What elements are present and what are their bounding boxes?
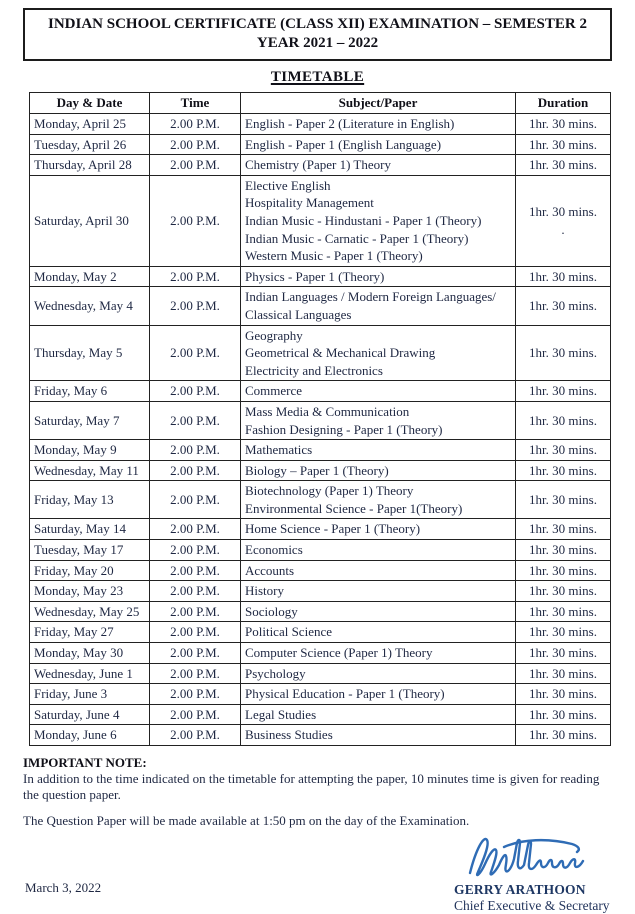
cell-subject	[241, 622, 516, 643]
subject-line: Accounts	[245, 562, 295, 578]
duration-text: 1hr. 30 mins.	[529, 583, 597, 599]
table-row	[30, 440, 611, 461]
timetable-header-row	[30, 93, 611, 114]
duration-text: 1hr. 30 mins.	[529, 116, 597, 131]
cell-subject	[241, 601, 516, 622]
subject-line: Geography	[245, 327, 303, 343]
subject-line: English - Paper 1 (English Language)	[245, 136, 442, 152]
cell-time: 2.00 P.M.	[150, 622, 241, 643]
cell-time: 2.00 P.M.	[150, 704, 241, 725]
important-note-text: In addition to the time indicated on the timetable for attempting the paper, 10 minutes time is given for reading the question paper.	[23, 771, 600, 802]
subject-line: Hospitality Management	[245, 195, 374, 211]
duration-text: 1hr. 30 mins.	[529, 383, 597, 399]
cell-time: 2.00 P.M.	[150, 581, 241, 602]
subject-line: Psychology	[245, 665, 306, 681]
cell-day-date: Saturday, June 4	[30, 704, 150, 725]
subject-line: Classical Languages	[245, 306, 352, 322]
cell-day-date: Monday, May 30	[30, 643, 150, 664]
cell-subject	[241, 704, 516, 725]
duration-text: 1hr. 30 mins.	[529, 645, 597, 661]
cell-time: 2.00 P.M.	[150, 325, 241, 381]
table-row	[30, 325, 611, 381]
cell-duration	[516, 643, 611, 664]
duration-text: 1hr. 30 mins.	[529, 442, 597, 458]
column-header: Duration	[516, 93, 611, 114]
cell-duration	[516, 663, 611, 684]
subject-line: Commerce	[245, 383, 303, 399]
cell-day-date: Friday, June 3	[30, 684, 150, 705]
cell-duration	[516, 134, 611, 155]
cell-time: 2.00 P.M.	[150, 134, 241, 155]
cell-duration	[516, 155, 611, 176]
subject-line: Computer Science (Paper 1) Theory	[245, 645, 433, 661]
subject-line: Mathematics	[245, 442, 313, 458]
cell-subject	[241, 581, 516, 602]
cell-subject	[241, 325, 516, 381]
duration-text: 1hr. 30 mins.	[529, 268, 597, 284]
cell-subject	[241, 725, 516, 746]
cell-day-date: Friday, May 27	[30, 622, 150, 643]
cell-time: 2.00 P.M.	[150, 381, 241, 402]
signatory-name: GERRY ARATHOON	[454, 882, 586, 897]
cell-duration	[516, 287, 611, 325]
table-row	[30, 134, 611, 155]
subject-line: Home Science - Paper 1 (Theory)	[245, 521, 421, 537]
cell-time: 2.00 P.M.	[150, 560, 241, 581]
cell-subject	[241, 287, 516, 325]
duration-text: 1hr. 30 mins.	[529, 521, 597, 537]
cell-subject	[241, 155, 516, 176]
duration-text: 1hr. 30 mins.	[529, 562, 597, 578]
signatory-title: Chief Executive & Secretary	[454, 898, 610, 913]
availability-text: The Question Paper will be made available at 1:50 pm on the day of the Examination.	[23, 813, 470, 828]
issue-date: March 3, 2022	[25, 880, 102, 895]
cell-time: 2.00 P.M.	[150, 540, 241, 561]
duration-text: 1hr. 30 mins.	[529, 412, 597, 428]
table-row	[30, 460, 611, 481]
cell-duration	[516, 725, 611, 746]
section-heading	[23, 69, 612, 86]
cell-duration	[516, 519, 611, 540]
cell-subject	[241, 381, 516, 402]
cell-duration	[516, 622, 611, 643]
cell-subject	[241, 266, 516, 287]
cell-subject	[241, 663, 516, 684]
table-row	[30, 114, 611, 135]
cell-time: 2.00 P.M.	[150, 643, 241, 664]
cell-subject	[241, 540, 516, 561]
cell-time: 2.00 P.M.	[150, 440, 241, 461]
title-line-2: YEAR 2021 – 2022	[256, 35, 379, 51]
cell-duration	[516, 401, 611, 439]
cell-day-date: Wednesday, May 11	[30, 460, 150, 481]
duration-text: 1hr. 30 mins.	[529, 157, 597, 173]
table-row	[30, 175, 611, 266]
cell-duration	[516, 325, 611, 381]
footer	[23, 755, 612, 914]
table-row	[30, 684, 611, 705]
table-row	[30, 401, 611, 439]
table-row	[30, 601, 611, 622]
table-row	[30, 287, 611, 325]
subject-line: English - Paper 2 (Literature in English)	[245, 116, 455, 131]
duration-text: 1hr. 30 mins.	[529, 136, 597, 152]
cell-subject	[241, 440, 516, 461]
title-line-1: INDIAN SCHOOL CERTIFICATE (CLASS XII) EXAMINATION – SEMESTER 2	[47, 16, 587, 32]
timetable-heading-text: TIMETABLE	[270, 69, 365, 85]
subject-line: Political Science	[245, 624, 333, 640]
cell-day-date: Thursday, April 28	[30, 155, 150, 176]
duration-text: 1hr. 30 mins.	[529, 542, 597, 558]
timetable-body	[30, 114, 611, 746]
table-row	[30, 663, 611, 684]
cell-subject	[241, 684, 516, 705]
duration-text: 1hr. 30 mins.	[529, 345, 597, 361]
cell-duration	[516, 381, 611, 402]
cell-duration	[516, 266, 611, 287]
subject-line: Indian Languages / Modern Foreign Languages/	[245, 289, 496, 305]
cell-day-date: Tuesday, May 17	[30, 540, 150, 561]
subject-line: Business Studies	[245, 727, 333, 743]
duration-text: 1hr. 30 mins.	[529, 727, 597, 743]
table-row	[30, 481, 611, 519]
cell-day-date: Friday, May 13	[30, 481, 150, 519]
cell-time: 2.00 P.M.	[150, 287, 241, 325]
cell-duration	[516, 684, 611, 705]
cell-subject	[241, 643, 516, 664]
cell-subject	[241, 175, 516, 266]
cell-day-date: Friday, May 20	[30, 560, 150, 581]
subject-line: Mass Media & Communication	[245, 403, 410, 419]
subject-line: Elective English	[245, 177, 331, 193]
cell-time: 2.00 P.M.	[150, 175, 241, 266]
cell-subject	[241, 401, 516, 439]
table-row	[30, 540, 611, 561]
cell-duration	[516, 581, 611, 602]
table-row	[30, 725, 611, 746]
duration-text: 1hr. 30 mins.	[529, 492, 597, 508]
duration-text: 1hr. 30 mins.	[529, 298, 597, 314]
timetable	[29, 92, 611, 746]
table-row	[30, 381, 611, 402]
cell-subject	[241, 560, 516, 581]
cell-day-date: Wednesday, May 25	[30, 601, 150, 622]
cell-day-date: Wednesday, June 1	[30, 663, 150, 684]
cell-time: 2.00 P.M.	[150, 266, 241, 287]
cell-duration	[516, 114, 611, 135]
cell-day-date: Monday, May 9	[30, 440, 150, 461]
cell-day-date: Thursday, May 5	[30, 325, 150, 381]
cell-duration	[516, 175, 611, 266]
table-row	[30, 519, 611, 540]
signature-block	[454, 831, 610, 914]
subject-line: Environmental Science - Paper 1(Theory)	[245, 500, 463, 516]
document-title-box	[23, 8, 612, 61]
duration-text: 1hr. 30 mins.	[529, 204, 597, 220]
subject-line: Chemistry (Paper 1) Theory	[245, 157, 391, 173]
cell-time: 2.00 P.M.	[150, 155, 241, 176]
subject-line: Biotechnology (Paper 1) Theory	[245, 483, 414, 499]
subject-line: Economics	[245, 542, 303, 558]
duration-text: 1hr. 30 mins.	[529, 665, 597, 681]
duration-text: 1hr. 30 mins.	[529, 462, 597, 478]
subject-line: Legal Studies	[245, 706, 317, 722]
table-row	[30, 643, 611, 664]
cell-duration	[516, 440, 611, 461]
table-row	[30, 155, 611, 176]
cell-day-date: Saturday, April 30	[30, 175, 150, 266]
cell-time: 2.00 P.M.	[150, 481, 241, 519]
cell-day-date: Monday, June 6	[30, 725, 150, 746]
cell-day-date: Wednesday, May 4	[30, 287, 150, 325]
subject-line: Sociology	[245, 603, 298, 619]
duration-text: 1hr. 30 mins.	[529, 686, 597, 702]
duration-text: 1hr. 30 mins.	[529, 706, 597, 722]
table-row	[30, 266, 611, 287]
subject-line: Indian Music - Hindustani - Paper 1 (Theory)	[245, 212, 482, 228]
cell-subject	[241, 481, 516, 519]
cell-time: 2.00 P.M.	[150, 684, 241, 705]
column-header: Subject/Paper	[241, 93, 516, 114]
subject-line: Fashion Designing - Paper 1 (Theory)	[245, 421, 443, 437]
cell-time: 2.00 P.M.	[150, 460, 241, 481]
cell-day-date: Friday, May 6	[30, 381, 150, 402]
subject-line: Indian Music - Carnatic - Paper 1 (Theory)	[245, 230, 469, 246]
cell-time: 2.00 P.M.	[150, 725, 241, 746]
cell-duration	[516, 601, 611, 622]
cell-duration	[516, 460, 611, 481]
cell-duration	[516, 540, 611, 561]
subject-line: Biology – Paper 1 (Theory)	[245, 462, 389, 478]
cell-time: 2.00 P.M.	[150, 114, 241, 135]
cell-duration	[516, 481, 611, 519]
cell-day-date: Monday, May 2	[30, 266, 150, 287]
subject-line: Geometrical & Mechanical Drawing	[245, 345, 436, 361]
subject-line: History	[245, 583, 284, 599]
table-row	[30, 704, 611, 725]
cell-time: 2.00 P.M.	[150, 663, 241, 684]
table-row	[30, 622, 611, 643]
cell-subject	[241, 134, 516, 155]
cell-day-date: Saturday, May 14	[30, 519, 150, 540]
cell-subject	[241, 519, 516, 540]
cell-subject	[241, 460, 516, 481]
subject-line: Physics - Paper 1 (Theory)	[245, 268, 385, 284]
table-row	[30, 560, 611, 581]
cell-day-date: Monday, April 25	[30, 114, 150, 135]
column-header: Day & Date	[30, 93, 150, 114]
cell-duration	[516, 560, 611, 581]
duration-note: .	[561, 221, 565, 237]
duration-text: 1hr. 30 mins.	[529, 624, 597, 640]
cell-subject	[241, 114, 516, 135]
cell-time: 2.00 P.M.	[150, 601, 241, 622]
subject-line: Western Music - Paper 1 (Theory)	[245, 248, 423, 264]
subject-line: Physical Education - Paper 1 (Theory)	[245, 686, 445, 702]
cell-day-date: Saturday, May 7	[30, 401, 150, 439]
signature-image	[460, 831, 610, 881]
duration-text: 1hr. 30 mins.	[529, 603, 597, 619]
cell-day-date: Tuesday, April 26	[30, 134, 150, 155]
cell-duration	[516, 704, 611, 725]
cell-day-date: Monday, May 23	[30, 581, 150, 602]
table-row	[30, 581, 611, 602]
cell-time: 2.00 P.M.	[150, 519, 241, 540]
column-header: Time	[150, 93, 241, 114]
important-note-label: IMPORTANT NOTE:	[23, 755, 147, 770]
subject-line: Electricity and Electronics	[245, 362, 383, 378]
signature-row	[23, 831, 612, 914]
cell-time: 2.00 P.M.	[150, 401, 241, 439]
